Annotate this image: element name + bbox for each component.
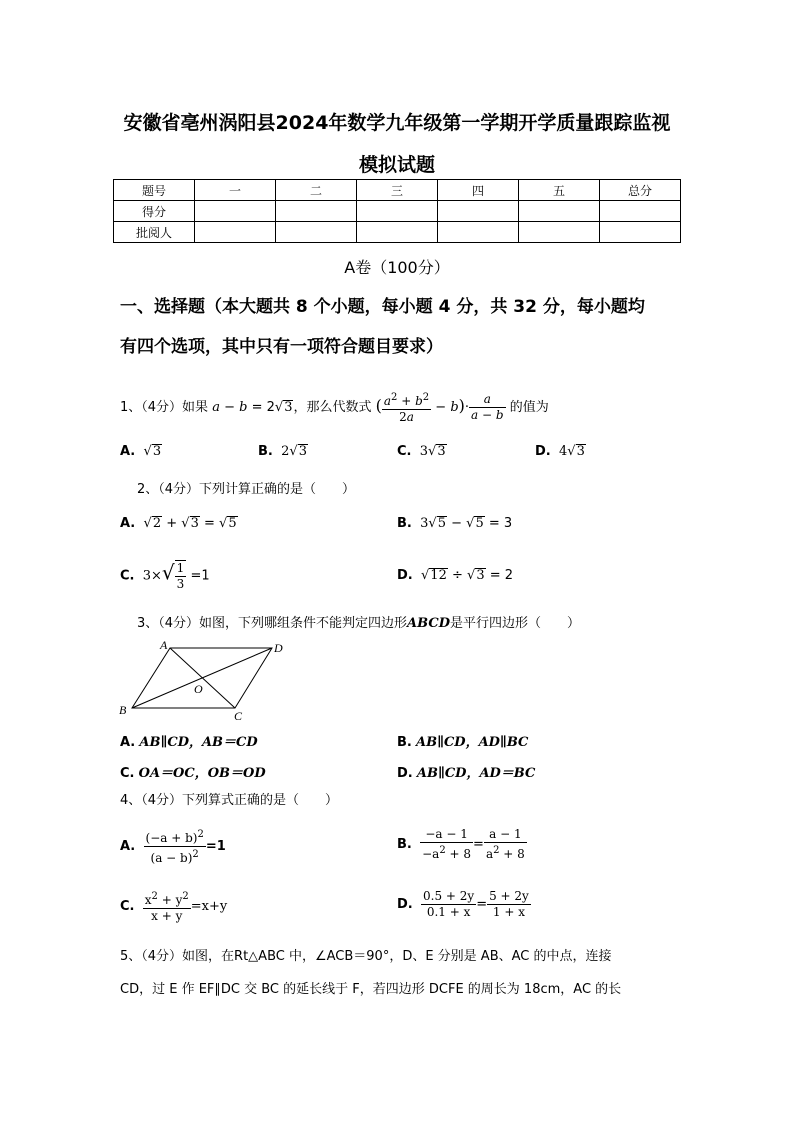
label-a: A: [160, 638, 168, 652]
q1-option-a: A. √3: [120, 444, 162, 459]
q2-option-c: C. 3×√ $\frac{1}{3}$ =1: [120, 560, 210, 591]
option-label: D.: [397, 766, 413, 781]
q3-text-end: 是平行四边形（ ）: [449, 616, 580, 631]
score-table-cell: 三: [357, 180, 438, 201]
q4-option-a: A. $\frac{(-a + b)^2}{(a - b)^2}$ =1: [120, 829, 226, 865]
option-text: AB∥CD，AD＝BC: [416, 766, 536, 781]
parallelogram-figure: [110, 636, 300, 726]
score-cell-empty: [600, 201, 681, 222]
score-table-cell: 五: [519, 180, 600, 201]
q4-option-b: B. $\frac{-a - 1}{-a^2 + 8}$ = $\frac{a - 1}{a^2 + 8}$: [397, 827, 525, 861]
option-text: AB∥CD，AD∥BC: [416, 735, 529, 750]
score-table-row: [114, 222, 681, 243]
q4-option-d: D. $\frac{0.5 + 2y}{0.1 + x}$ = $\frac{5 + 2y}{1 + x}$: [397, 889, 529, 919]
page-title: 安徽省亳州涡阳县2024年数学九年级第一学期开学质量跟踪监视: [123, 112, 671, 134]
score-table-cell: 一: [195, 180, 276, 201]
score-table-cell: 总分: [600, 180, 681, 201]
option-label: B.: [397, 516, 412, 531]
score-cell-empty: [519, 222, 600, 243]
option-label: D.: [535, 444, 551, 459]
score-cell-empty: [195, 222, 276, 243]
score-table-cell: 二: [276, 180, 357, 201]
q1-condition: a − b = 2√3: [212, 400, 293, 415]
score-table-cell: 四: [438, 180, 519, 201]
q1-suffix: 的值为: [509, 400, 549, 415]
q3-option-b: [397, 731, 528, 750]
paper-section-heading: A卷（100分）: [344, 258, 450, 277]
score-table-cell: 题号: [114, 180, 195, 201]
score-cell-empty: [195, 201, 276, 222]
score-table: [113, 179, 681, 243]
option-label: A.: [120, 516, 136, 531]
q1-option-b: B. 2√3: [258, 444, 307, 459]
diagonal-bd: [132, 648, 272, 708]
page-title-line2: 模拟试题: [358, 154, 435, 176]
option-label: A.: [120, 839, 136, 854]
score-cell-empty: [600, 222, 681, 243]
score-cell-empty: [276, 222, 357, 243]
q3-option-d: [397, 762, 535, 781]
q1-option-c: C. 3√3: [397, 444, 446, 459]
q1-prefix: 1、（4分）如果: [120, 400, 209, 415]
option-label: C.: [120, 568, 135, 584]
score-cell-empty: [438, 222, 519, 243]
option-label: D.: [397, 568, 413, 583]
section-heading-line2: 有四个选项，其中只有一项符合题目要求）: [120, 337, 443, 357]
option-label: D.: [397, 897, 413, 912]
score-cell-empty: [357, 201, 438, 222]
q3-option-c: [120, 762, 266, 781]
option-text: OA＝OC，OB＝OD: [138, 766, 266, 781]
q3-text: 3、（4分）如图，下列哪组条件不能判定四边形: [137, 616, 408, 631]
label-b: B: [119, 703, 127, 717]
option-label: C.: [120, 766, 135, 781]
label-d: D: [274, 641, 283, 655]
question-5-line1: 5、（4分）如图，在Rt△ABC 中，∠ACB＝90°，D、E 分别是 AB、AC 的中点，连接: [120, 949, 612, 964]
score-table-cell: 得分: [114, 201, 195, 222]
question-4: 4、（4分）下列算式正确的是（ ）: [120, 793, 339, 808]
option-label: C.: [397, 444, 412, 459]
q2-option-a: A. √2 + √3 = √5: [120, 516, 237, 531]
q2-option-d: D. √12 ÷ √3 = 2: [397, 568, 514, 583]
q1-option-d: D. 4√3: [535, 444, 585, 459]
option-label: B.: [397, 735, 412, 750]
q3-quad-name: ABCD: [407, 616, 450, 631]
question-2: 2、（4分）下列计算正确的是（ ）: [137, 482, 356, 497]
score-table-cell: 批阅人: [114, 222, 195, 243]
question-5-line2: CD，过 E 作 EF∥DC 交 BC 的延长线于 F，若四边形 DCFE 的周长为 18cm，AC 的长: [120, 982, 622, 997]
option-label: A.: [120, 735, 136, 750]
q1-mid: ，那么代数式: [293, 400, 372, 415]
score-cell-empty: [519, 201, 600, 222]
option-label: C.: [120, 899, 135, 914]
q4-option-c: C. $\frac{x^2 + y^2}{x + y}$ =x+y: [120, 891, 228, 923]
score-table-row: [114, 201, 681, 222]
option-label: B.: [258, 444, 273, 459]
question-1: [120, 390, 549, 425]
score-cell-empty: [357, 222, 438, 243]
q1-expression: ( $\frac{a^2 + b^2}{2a}$ − b)· $\frac{a}{a - b}$: [375, 392, 504, 424]
label-c: C: [234, 709, 243, 723]
label-o: O: [194, 682, 203, 696]
score-cell-empty: [276, 201, 357, 222]
q3-option-a: [120, 731, 258, 750]
option-label: A.: [120, 444, 136, 459]
option-label: B.: [397, 837, 412, 852]
score-cell-empty: [438, 201, 519, 222]
question-3: [137, 615, 580, 633]
q2-option-b: B. 3√5 − √5 = 3: [397, 516, 513, 531]
score-table-header-row: [114, 180, 681, 201]
section-heading-line1: 一、选择题（本大题共 8 个小题，每小题 4 分，共 32 分，每小题均: [120, 297, 645, 317]
option-text: AB∥CD，AB＝CD: [139, 735, 258, 750]
